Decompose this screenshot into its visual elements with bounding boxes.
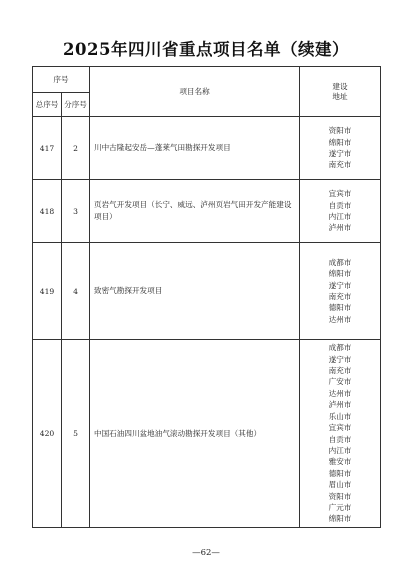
header-project-name: 项目名称 [90, 67, 300, 117]
table-row [33, 243, 381, 340]
region-cell [300, 243, 381, 340]
region-cell [300, 180, 381, 243]
region-item: 乐山市 [328, 411, 352, 421]
region-item: 内江市 [328, 445, 352, 455]
header-region-line1: 建设 [332, 81, 348, 91]
total-seq-cell: 418 [33, 180, 62, 243]
project-table [32, 66, 381, 528]
project-name-cell: 川中古隆起安岳—蓬莱气田勘探开发项目 [90, 117, 300, 180]
region-item: 资阳市 [328, 126, 352, 136]
header-seq: 序号 [33, 67, 90, 93]
region-item: 泸州市 [328, 223, 352, 233]
header-region-line2: 地址 [332, 91, 348, 101]
region-item: 广安市 [328, 377, 352, 387]
region-item: 内江市 [328, 212, 352, 221]
total-seq-cell: 419 [33, 243, 62, 340]
region-item: 达州市 [328, 314, 352, 324]
region-item: 南充市 [328, 292, 352, 301]
region-item: 宜宾市 [328, 189, 352, 199]
total-seq-cell: 420 [33, 340, 62, 528]
table-row [33, 117, 381, 180]
region-cell [300, 340, 381, 528]
sub-seq-cell: 3 [62, 180, 90, 243]
region-item: 遂宁市 [328, 354, 352, 364]
page-title: 2025年四川省重点项目名单（续建） [63, 40, 349, 59]
region-item: 自贡市 [328, 200, 352, 210]
sub-seq-cell: 4 [62, 243, 90, 340]
region-item: 泸州市 [328, 400, 352, 410]
region-item: 宜宾市 [328, 423, 352, 433]
region-item: 成都市 [328, 343, 352, 353]
table-row [33, 180, 381, 243]
header-region [300, 67, 381, 117]
region-cell [300, 117, 381, 180]
sub-seq-cell: 5 [62, 340, 90, 528]
region-item: 绵阳市 [328, 514, 352, 524]
total-seq-cell: 417 [33, 117, 62, 180]
region-item: 达州市 [328, 388, 352, 398]
region-item: 遂宁市 [328, 280, 352, 290]
page-number: —62— [192, 548, 220, 558]
region-item: 自贡市 [328, 434, 352, 444]
header-sub-seq: 分序号 [62, 93, 90, 117]
project-name-cell: 致密气勘探开发项目 [90, 243, 300, 340]
region-item: 遂宁市 [328, 149, 352, 158]
region-item: 德阳市 [328, 303, 352, 313]
table-row [33, 340, 381, 528]
region-item: 南充市 [328, 366, 352, 376]
region-item: 绵阳市 [328, 269, 352, 279]
region-item: 成都市 [328, 257, 352, 267]
region-item: 广元市 [328, 502, 352, 512]
region-item: 德阳市 [328, 468, 352, 478]
region-item: 南充市 [328, 160, 352, 170]
region-item: 雅安市 [328, 457, 352, 467]
sub-seq-cell: 2 [62, 117, 90, 180]
header-total-seq: 总序号 [33, 93, 62, 117]
project-name-cell: 中国石油四川盆地油气滚动勘探开发项目（其他） [90, 340, 300, 528]
header-row [33, 67, 381, 93]
region-item: 资阳市 [328, 491, 352, 501]
region-item: 眉山市 [328, 480, 352, 490]
project-name-cell: 页岩气开发项目（长宁、威远、泸州页岩气田开发产能建设项目） [90, 180, 300, 243]
region-item: 绵阳市 [328, 137, 352, 147]
